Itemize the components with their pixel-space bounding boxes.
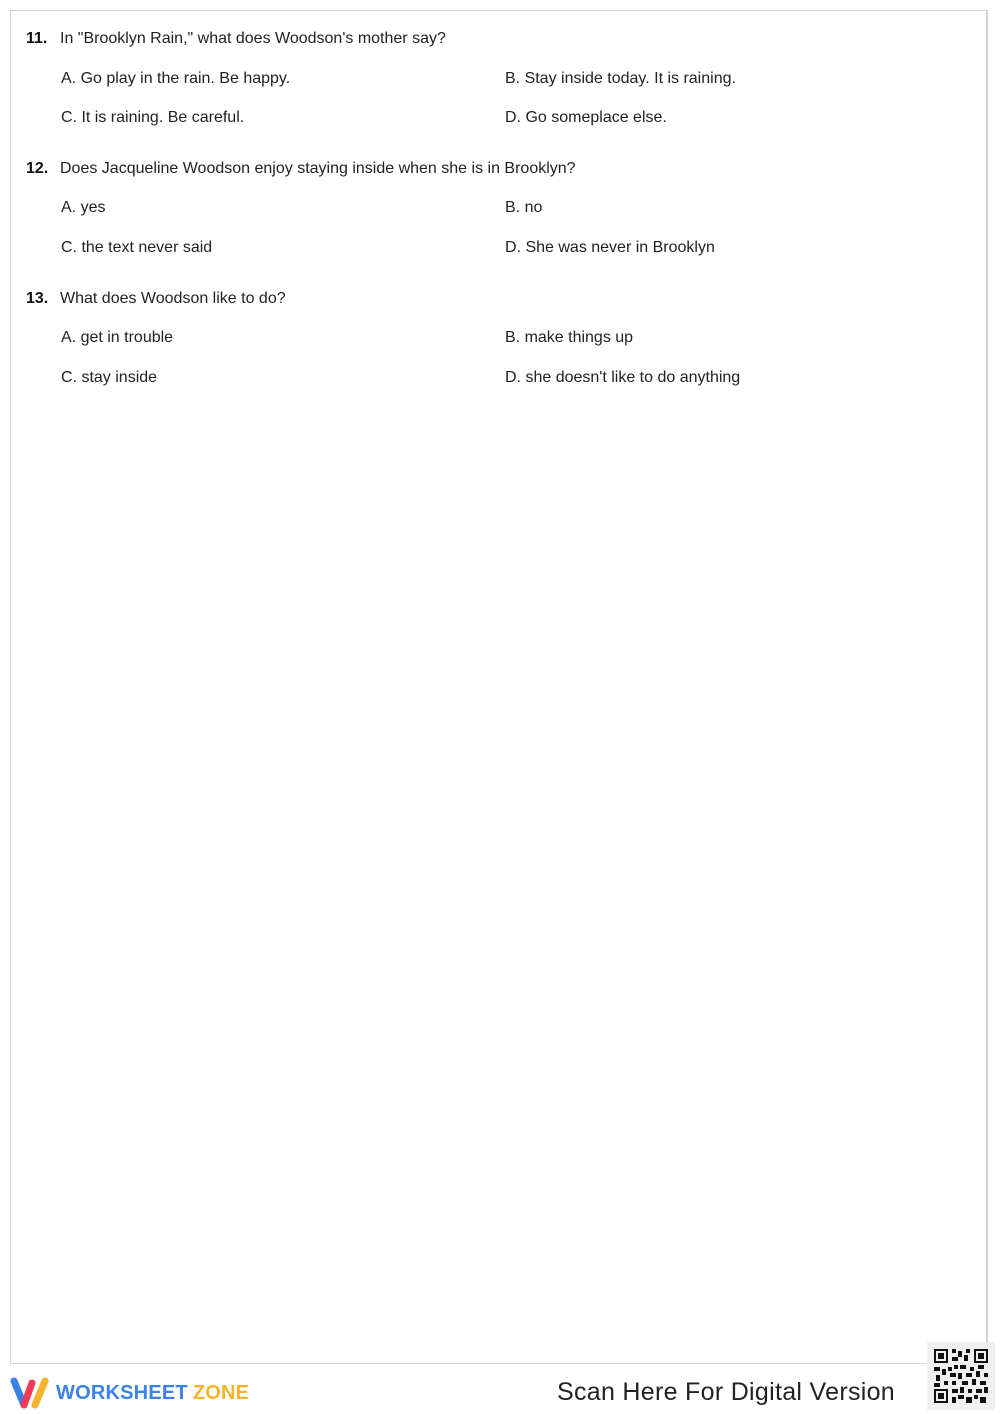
question-12 <box>26 160 966 256</box>
scan-label: Scan Here For Digital Version <box>557 1378 896 1406</box>
option-a: A. yes <box>61 199 106 216</box>
worksheet-frame <box>10 10 988 1364</box>
option-b: B. make things up <box>505 329 634 346</box>
question-text: What does Woodson like to do? <box>60 290 286 307</box>
question-11 <box>26 30 966 126</box>
question-text: Does Jacqueline Woodson enjoy staying inside when she is in Brooklyn? <box>60 160 576 177</box>
worksheet-zone-logo-icon <box>10 1376 50 1410</box>
option-d: D. She was never in Brooklyn <box>505 239 715 256</box>
option-b: B. Stay inside today. It is raining. <box>505 70 736 87</box>
option-a: A. get in trouble <box>61 329 174 346</box>
brand-name-secondary: ZONE <box>192 1381 250 1404</box>
question-number: 12. <box>26 160 49 177</box>
option-d: D. Go someplace else. <box>505 109 667 126</box>
option-d: D. she doesn't like to do anything <box>505 369 741 386</box>
worksheet-zone-logo[interactable] <box>10 1376 249 1410</box>
qr-code-graphic <box>932 1347 990 1405</box>
brand-name-primary: WORKSHEET <box>56 1381 188 1404</box>
option-b: B. no <box>505 199 543 216</box>
question-number: 11. <box>26 30 48 47</box>
option-c: C. stay inside <box>61 369 158 386</box>
option-a: A. Go play in the rain. Be happy. <box>61 70 291 87</box>
question-13 <box>26 290 966 386</box>
question-text: In "Brooklyn Rain," what does Woodson's mother say? <box>60 30 446 47</box>
qr-code-icon[interactable] <box>927 1342 995 1410</box>
question-number: 13. <box>26 290 49 307</box>
option-c: C. It is raining. Be careful. <box>61 109 245 126</box>
option-c: C. the text never said <box>61 239 213 256</box>
